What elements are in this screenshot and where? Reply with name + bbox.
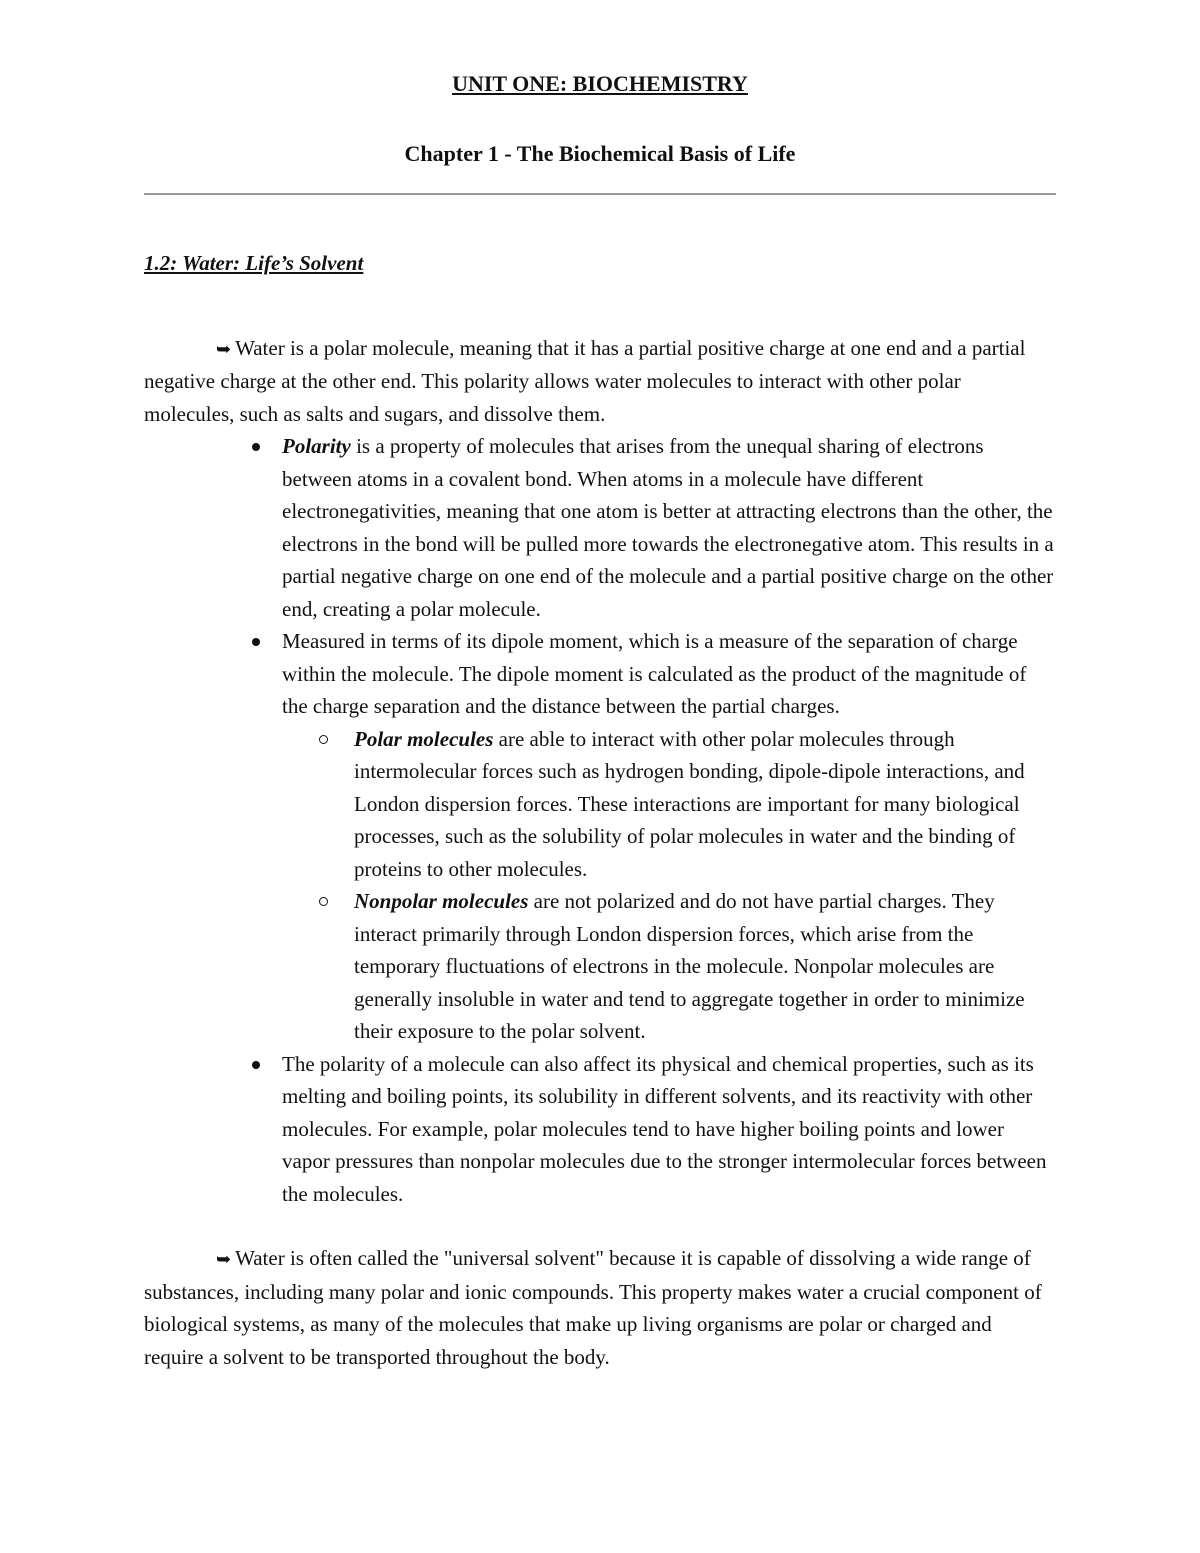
bullet-icon <box>252 638 260 646</box>
list-item-text: is a property of molecules that arises from the unequal sharing of electrons between atoms in a covalent bond. When atoms in a molecule have different electronegativities, meaning that one atom is better at attracting electrons than the other, the electrons in the bond will be pulled more towards the electronegative atom. This results in a partial negative charge on one end of the molecule and a partial positive charge on the other end, creating a polar molecule. <box>282 434 1054 621</box>
list-item <box>282 625 1056 1048</box>
list-item-text: Measured in terms of its dipole moment, which is a measure of the separation of charge within the molecule. The dipole moment is calculated as the product of the magnitude of the charge separation and the distance between the partial charges. <box>282 629 1027 718</box>
bullet-icon <box>252 1061 260 1069</box>
sub-list-item <box>354 885 1056 1048</box>
arrow-icon: ➥ <box>216 338 232 359</box>
term-polarity: Polarity <box>282 434 351 458</box>
unit-title: UNIT ONE: BIOCHEMISTRY <box>452 71 748 96</box>
bullet-icon <box>252 443 260 451</box>
intro-paragraph <box>144 332 1056 431</box>
list-item <box>282 1048 1056 1211</box>
document-page <box>144 68 1056 1373</box>
chapter-title: Chapter 1 - The Biochemical Basis of Life <box>404 141 796 166</box>
arrow-icon: ➥ <box>216 1249 232 1269</box>
sub-list-item-text: are able to interact with other polar molecules through intermolecular forces such as hydrogen bonding, dipole-dipole interactions, and London dispersion forces. These interactions are important for many biological processes, such as the solubility of polar molecules in water and the binding of proteins to other molecules. <box>354 726 1025 881</box>
list-item <box>282 430 1056 625</box>
circle-bullet-icon <box>319 897 328 906</box>
list-item-text: The polarity of a molecule can also affect its physical and chemical properties, such as its melting and boiling points, its solubility in different solvents, and its reactivity with other molecules. For example, polar molecules tend to have higher boiling points and lower vapor pressures than nonpolar molecules due to the stronger intermolecular forces between the molecules. <box>282 1051 1047 1206</box>
sub-list-item <box>354 723 1056 886</box>
paragraph-text: Water is often called the "universal solvent" because it is capable of dissolving a wide range of substances, including many polar and ionic compounds. This property makes water a crucial component of biological systems, as many of the molecules that make up living organisms are polar or charged and require a solvent to be transported throughout the body. <box>144 1246 1042 1369</box>
circle-bullet-icon <box>319 735 328 744</box>
sub-list <box>282 723 1056 1048</box>
term-nonpolar-molecules: Nonpolar molecules <box>354 889 529 913</box>
sub-list-item-text: are not polarized and do not have partial charges. They interact primarily through London dispersion forces, which arise from the temporary fluctuations of electrons in the molecule. Nonpolar molecules are generally insoluble in water and tend to aggregate together in order to minimize their exposure to the polar solvent. <box>354 889 1025 1043</box>
bullet-list <box>144 430 1056 1210</box>
term-polar-molecules: Polar molecules <box>354 726 494 751</box>
horizontal-rule <box>144 193 1056 195</box>
closing-paragraph <box>144 1242 1056 1373</box>
section-title: 1.2: Water: Life’s Solvent <box>144 251 364 275</box>
paragraph-text: Water is a polar molecule, meaning that it has a partial positive charge at one end and a partial negative charge at the other end. This polarity allows water molecules to interact with other polar molecules, such as salts and sugars, and dissolve them. <box>144 335 1026 426</box>
